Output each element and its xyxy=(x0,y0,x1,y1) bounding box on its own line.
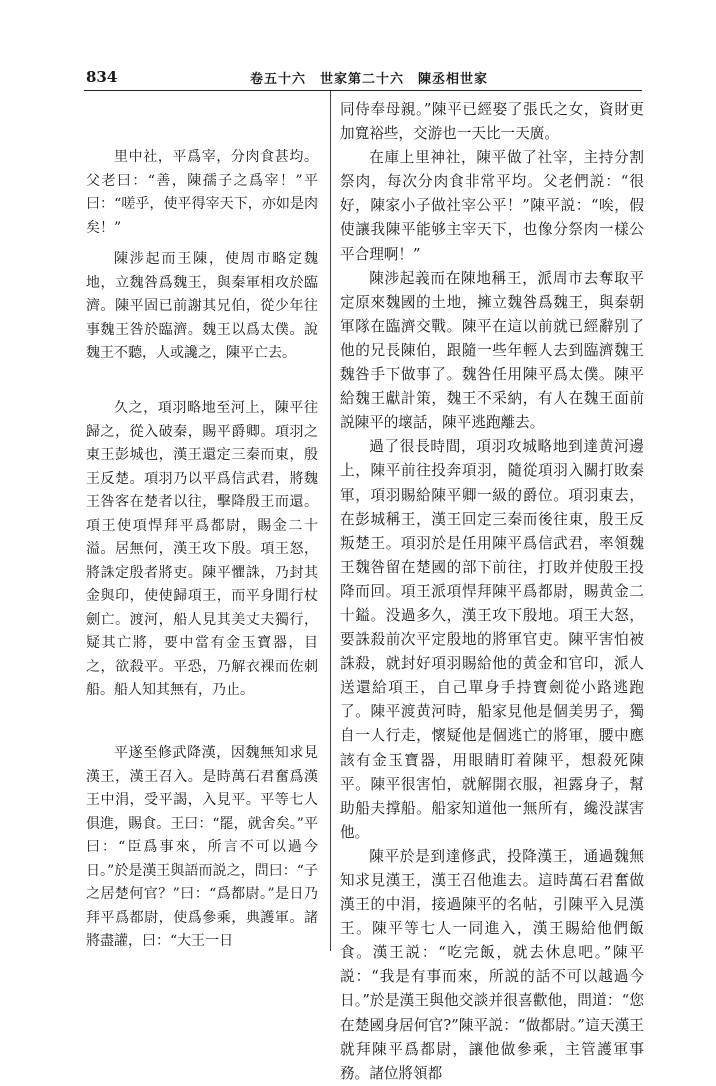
page-number: 834 xyxy=(86,68,118,86)
translation-paragraph: 陳平於是到達修武，投降漢王，通過魏無知求見漢王，漢王召他進去。這時萬石君奮做漢王的中涓，接過陳平的名帖，引陳平入見漢王。陳平等七人一同進入，漢王賜給他們飯食。漢王説：“吃完飯，就去休息吧。”陳平説：“我是有事而來，所説的話不可以越過今日。”於是漢王與他交談并很喜歡他，問道：“您在楚國身居何官?”陳平説：“做都尉。”這天漢王就拜陳平爲都尉，讓他做參乘，主管護軍事務。諸位將領都 xyxy=(340,847,644,1082)
translation-paragraph: 在庫上里神社，陳平做了社宰，主持分割祭肉，每次分肉食非常平均。父老們説：“很好，陳家小子做社宰公平！”陳平説：“唉，假使讓我陳平能够主宰天下，也像分祭肉一樣公平合理啊！” xyxy=(340,149,644,263)
original-paragraph: 平遂至修武降漢，因魏無知求見漢王，漢王召入。是時萬石君奮爲漢王中涓，受平謁，入見平。平等七人俱進，賜食。王曰：“罷，就舍矣。”平曰：“臣爲事來，所言不可以過今日。”於是漢王與語而説之，問曰：“子之居楚何官？”曰：“爲都尉。”是日乃拜平爲都尉，使爲參乘，典護軍。諸將盡讙，曰：“大王一日 xyxy=(86,745,318,949)
translation-column xyxy=(340,98,644,1086)
translation-paragraph: 陳涉起義而在陳地稱王，派周市去奪取平定原來魏國的土地，擁立魏咎爲魏王，與秦朝軍隊在臨濟交戰。陳平在這以前就已經辭别了他的兄長陳伯，跟隨一些年輕人去到臨濟魏王魏咎手下做事了。魏咎任用陳平爲太僕。陳平給魏王獻計策，魏王不采納，有人在魏王面前説陳平的壞話，陳平逃跑離去。 xyxy=(340,269,644,432)
translation-paragraph: 過了很長時間，項羽攻城略地到達黄河邊上，陳平前往投奔項羽，隨從項羽入關打敗秦軍，項羽賜給陳平卿一級的爵位。項羽東去，在彭城稱王，漢王回定三秦而後往東，殷王反叛楚王。項羽於是任用陳平爲信武君，率領魏王魏咎留在楚國的部下前往，打敗并使殷王投降而回。項王派項悍拜陳平爲都尉，賜黄金二十鎰。没過多久，漢王攻下殷地。項王大怒，要誅殺前次平定殷地的將軍官吏。陳平害怕被誅殺，就封好項羽賜給他的黄金和官印，派人送還給項王，自己單身手持寶劍從小路逃跑了。陳平渡黄河時，船家見他是個美男子，獨自一人行走，懷疑他是個逃亡的將軍，腰中應該有金玉寶器，用眼睛盯着陳平，想殺死陳平。陳平很害怕，就解開衣服，袒露身子，幫助船夫撑船。船家知道他一無所有，纔没謀害他。 xyxy=(340,438,644,841)
original-paragraph: 里中社，平爲宰，分肉食甚均。父老曰：“善，陳孺子之爲宰！”平曰：“嗟乎，使平得宰天下，亦如是肉矣！” xyxy=(86,149,318,236)
header-rule xyxy=(84,90,642,91)
translation-paragraph: 同侍奉母親。”陳平已經娶了張氏之女，資財更加寬裕些，交游也一天比一天廣。 xyxy=(340,101,644,143)
original-paragraph: 久之，項羽略地至河上，陳平往歸之，從入破秦，賜平爵卿。項羽之東王彭城也，漢王還定三秦而東，殷王反楚。項羽乃以平爲信武君，將魏王咎客在楚者以往，擊降殷王而還。項王使項悍拜平爲都尉，賜金二十溢。居無何，漢王攻下殷。項王怒，將誅定殷者將吏。陳平懼誅，乃封其金與印，使使歸項王，而平身閒行杖劍亡。渡河，船人見其美丈夫獨行，疑其亡將，要中當有金玉寶器，目之，欲殺平。平恐，乃解衣裸而佐刺船。船人知其無有，乃止。 xyxy=(86,400,318,698)
column-divider xyxy=(330,91,331,951)
page-header xyxy=(0,62,716,88)
original-paragraph: 陳涉起而王陳，使周市略定魏地，立魏咎爲魏王，與秦軍相攻於臨濟。陳平固已前謝其兄伯，從少年往事魏王咎於臨濟。魏王以爲太僕。說魏王不聽，人或讒之，陳平亡去。 xyxy=(86,251,318,361)
running-title: 卷五十六 世家第二十六 陳丞相世家 xyxy=(250,72,489,87)
